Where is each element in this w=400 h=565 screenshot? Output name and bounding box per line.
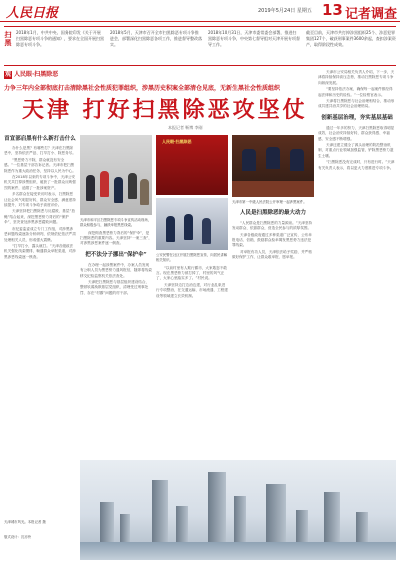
courtroom-photo xyxy=(232,135,314,197)
paragraph: 天津坚持边打边治边建，对行业乱象进行专项整治，在交通运输、市场流通、工程建设等领域建立长效机制。 xyxy=(156,282,228,298)
article-headline: 天津 打好扫黑除恶攻坚仗 xyxy=(22,97,308,123)
issue-date: 2019年5月24日 星期五 xyxy=(258,8,312,14)
section-heading: 人民是扫黑除恶的最大动力 xyxy=(239,209,306,216)
masthead xyxy=(0,0,400,22)
city-skyline-photo xyxy=(80,460,396,560)
article-column-3 xyxy=(156,253,228,453)
person-figure xyxy=(140,179,149,205)
paragraph: “打早打小，露头就打。”天津各级政法机关强化线索摸排，畅通群众举报渠道，对涉黑涉恶线索逐一核查。 xyxy=(4,243,76,259)
paragraph: 天津各级政府通过多种渠道广泛宣传，公布举报电话、信箱，鼓励群众检举揭发黑恶势力违法犯罪线索。 xyxy=(232,232,312,248)
timeline-entry: 截至目前，天津市共打掉涉黑组织25个、涉恶犯罪集团127个，破获刑事案件3600余起，查扣涉案资产，取得阶段性成效。 xyxy=(306,30,396,47)
section-heading: 创新基层治理，夯实基层基础 xyxy=(321,114,393,121)
paragraph: 在2018年以来的专项斗争中，天津公安机关共打掉涉黑组织，破获了一批群众反映强烈的案件，追缴了一批涉案资产。 xyxy=(4,175,76,190)
paragraph: 天津市公安局相关负责人介绍，下一步，天津将持续保持高压态势，推动扫黑除恶专项斗争向纵深发展。 xyxy=(318,70,395,85)
column-tag xyxy=(4,70,58,80)
paragraph: 在办理一起涉黑案件中，办案人员发现有公职人员为黑恶势力通风报信，随即将线索移交纪检监察机关依法查处。 xyxy=(80,262,152,278)
person-figure xyxy=(114,177,123,203)
bench xyxy=(232,181,314,197)
paragraph: “黑恶势力不除，群众就没有安全感。”一位基层干部告诉记者。天津市把扫黑除恶作为重大政治任务，坚持以人民为中心。 xyxy=(4,157,76,173)
building xyxy=(100,502,114,542)
person-figure xyxy=(100,171,109,197)
article-byline: 本报记者 靳博 李刚 xyxy=(168,125,203,130)
paragraph: 多名群众在接受采访时表示，扫黑除恶让社会风气明显好转，群众安全感、满意度持续提升，对专项斗争给予高度评价。 xyxy=(4,192,76,208)
page-number: 13 xyxy=(322,1,343,19)
judge-seat xyxy=(290,149,304,171)
officer-figure xyxy=(184,214,193,240)
building xyxy=(120,514,130,542)
newspaper-logo: 人民日报 xyxy=(6,6,59,21)
paragraph: 天津坚持把扫黑除恶与反腐败、基层“拍蝇”结合起来，深挖黑恶势力背后的“保护伞”，坚决查处涉黑涉恶腐败问题。 xyxy=(4,209,75,225)
officer-figure xyxy=(166,216,175,242)
timeline-entry: 2018年1月，中共中央、国务院印发《关于开展扫黑除恶专项斗争的通知》，要求在全国开展扫黑除恶专项斗争。 xyxy=(16,30,104,47)
paragraph: 天津把扫黑除恶与基层组织建设结合，整顿软弱涣散基层党组织，清理受过刑事处罚、存在“村霸”问题的村干部。 xyxy=(80,280,150,295)
section-heading: 首宣部启黑有什么新打击什么 xyxy=(4,136,76,142)
layout-credit: 版式设计：沈亦伶 xyxy=(4,535,32,539)
river xyxy=(80,542,396,560)
article-column-4 xyxy=(232,200,314,500)
building xyxy=(176,506,188,542)
paragraph: “人民群众是扫黑除恶的力量源泉。”天津坚持发动群众、依靠群众，营造全民参与的浓厚氛围。 xyxy=(232,220,313,231)
paragraph: “要坚持依法办案，确保每一起案件都经得起法律和历史的检验。”一位检察官表示。 xyxy=(318,87,393,97)
paragraph: 通过一年多的努力，天津扫黑除恶取得明显成效，社会治安持续好转，群众获得感、幸福感、安全感不断增强。 xyxy=(318,125,395,141)
tag-label: 人民眼·扫黑除恶 xyxy=(14,71,59,78)
officer-figure xyxy=(202,218,211,244)
building xyxy=(324,492,340,542)
timeline-head: 扫黑 xyxy=(4,31,12,47)
building xyxy=(356,512,368,542)
timeline-entry: 2018年5月，天津市召开全市扫黑除恶专项斗争推进会，部署深化扫黑除恶各项工作，推进督导整改落实。 xyxy=(110,30,202,47)
person-figure xyxy=(128,173,137,199)
skyline-caption: 天津城市风光。本报记者 摄 xyxy=(4,520,46,524)
photo-caption: 天津市和平区扫黑除恶专项斗争宣传活动现场，群众积极参与，踊跃举报黑恶线索。 xyxy=(80,218,152,227)
building xyxy=(208,472,226,542)
timeline-strip xyxy=(4,26,396,66)
judge-seat xyxy=(266,147,280,169)
tag-box: 观 xyxy=(4,70,11,78)
paragraph: 办什么是黑？有哪些打？天津在扫黑除恶中，坚持依法严惩、打早打小、除恶务尽。 xyxy=(4,146,76,156)
police-photo xyxy=(156,198,228,250)
building xyxy=(152,480,168,542)
paragraph: 天津还建立健全了源头治理的防范整治机制，对重点行业领域加强监管，铲除黑恶势力滋生土壤。 xyxy=(318,143,394,158)
paragraph: “以前村里有人欺行霸市，大家敢怒不敢言。现在黑恶势力被打掉了，村里的风气正了，大家心里踏实多了。”村民说。 xyxy=(156,265,227,281)
article-column-1 xyxy=(4,135,76,515)
building xyxy=(266,484,286,542)
event-photo xyxy=(80,135,152,215)
paragraph: 对举报有功人员，天津依法给予奖励，并严格做好保护工作，让群众敢举报、愿举报。 xyxy=(232,249,312,260)
sign-text: 人民眼·扫黑除恶 xyxy=(162,139,192,144)
judge-seat xyxy=(242,149,256,171)
section-title: 记者调查 xyxy=(345,7,398,22)
paragraph: “扫黑除恶没有完成时，只有进行时。”天津有关负责人表示，将以更大力度推进专项斗争。 xyxy=(318,160,395,170)
person-figure xyxy=(86,175,95,201)
article-subtitle: 力争三年内全部彻底打击清除黑社会性质犯罪组织，涉黑历史积案全部清仓见底，无新生黑社会性质组织 xyxy=(4,85,281,92)
photo-caption: 公安民警在社区开展扫黑除恶宣传，向居民讲解相关知识。 xyxy=(156,253,228,262)
paragraph: 深挖彻查黑恶势力背后的“保护伞”，是扫黑除恶的重要内容。天津坚持“一案三查”，对涉黑涉恶案件逐一倒查。 xyxy=(80,230,152,246)
article-column-5 xyxy=(318,70,396,510)
photo-caption: 天津市第一中级人民法院公开审理一起涉黑案件。 xyxy=(232,200,307,204)
timeline-entry: 2018年10月31日，天津市委常委会部署，推进扫黑除恶专项斗争，中央第七督导组对天津开展专项督导工作。 xyxy=(208,30,300,47)
propaganda-photo xyxy=(156,135,228,195)
section-heading: 把不法分子挪出“保护伞” xyxy=(85,251,147,258)
paragraph: 天津将扫黑除恶与社会治理相结合，推动形成共建共治共享的社会治理格局。 xyxy=(318,99,395,109)
paragraph: 市纪委监委成立专门工作组，对涉黑涉恶问题线索逐条分析研判，依规依纪依法严肃处理相关人员，形成强大震慑。 xyxy=(4,226,76,242)
building xyxy=(234,496,246,542)
building xyxy=(296,510,308,542)
